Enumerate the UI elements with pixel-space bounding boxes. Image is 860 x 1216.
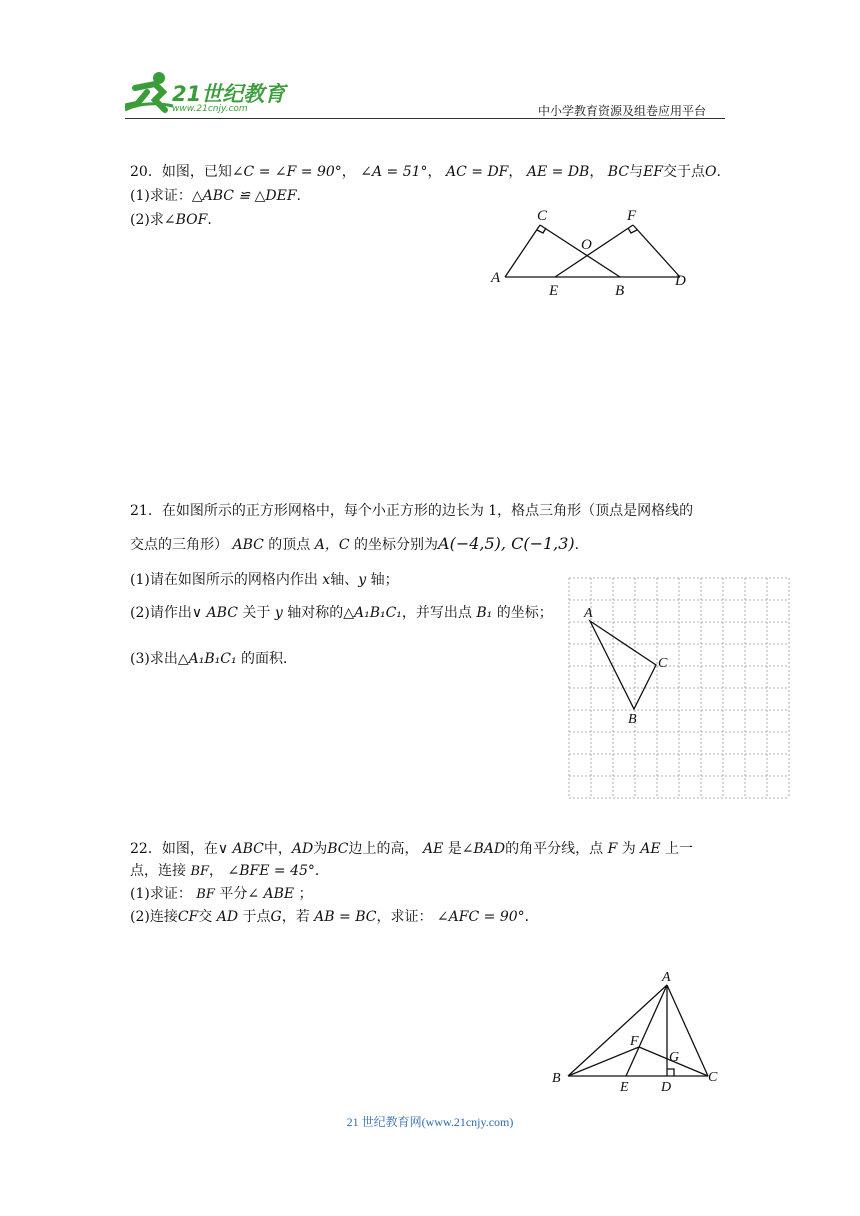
q21-part1-mid: 轴、 bbox=[330, 572, 359, 588]
q22-part2-g: ，若 bbox=[281, 909, 310, 925]
q21-part2-h: B₁ bbox=[476, 605, 493, 621]
q22-part1-a: (1)求证： bbox=[130, 886, 192, 902]
q20-number: 20． bbox=[130, 164, 162, 180]
q20-part2-expr: ∠BOF bbox=[163, 212, 208, 228]
logo-runner-icon bbox=[125, 70, 175, 114]
site-tagline: 中小学教育资源及组卷应用平台 bbox=[538, 104, 707, 118]
q20-point-o: O bbox=[705, 164, 717, 180]
q21-part3 bbox=[130, 650, 297, 668]
q20-figure bbox=[485, 200, 705, 300]
q20-seg-bc: BC bbox=[607, 164, 630, 180]
q22-part2-i: ，求证： bbox=[376, 909, 433, 925]
q22-line1-m: 为 bbox=[621, 841, 636, 857]
q22-part1-bf: BF bbox=[196, 887, 215, 902]
q21-line1: 21．在如图所示的正方形网格中，每个小正方形的边长为 1，格点三角形（顶点是网格线的 bbox=[130, 503, 694, 519]
q21-part2-b: ∨ ABC bbox=[191, 605, 238, 621]
q20-cond-angles: ∠C = ∠F = 90° bbox=[231, 164, 342, 180]
q20-and: 与 bbox=[629, 164, 644, 180]
q22-angle-bad: ∠BAD bbox=[461, 841, 506, 857]
q20-line-cb bbox=[540, 225, 620, 277]
q20-label-b: B bbox=[615, 283, 625, 299]
q20-label-c: C bbox=[537, 208, 548, 224]
logo-text: 21世纪教育 bbox=[172, 82, 286, 106]
q22-label-c: C bbox=[708, 1070, 718, 1085]
q20-meet: 交于点 bbox=[663, 164, 705, 180]
q22-right-angle-d bbox=[667, 1069, 674, 1076]
q20-part1: (1)求证：△ABC ≌ △DEF. bbox=[130, 188, 301, 204]
q21-line2-a: 交点的三角形） bbox=[130, 537, 228, 553]
q21-part2-e: 轴对称的 bbox=[287, 605, 344, 621]
q20-label-d: D bbox=[675, 273, 686, 289]
q21-part1-end: 轴； bbox=[370, 572, 399, 588]
q22-label-e: E bbox=[620, 1080, 629, 1095]
q22-angle-bfe: ∠BFE = 45° bbox=[227, 863, 315, 879]
q21-line2-c: 的顶点 bbox=[268, 537, 311, 553]
q21-part1-text: (1)请在如图所示的网格内作出 bbox=[130, 572, 318, 588]
q22-line2 bbox=[130, 862, 329, 881]
q22-point-f: F bbox=[607, 841, 618, 857]
q22-triangle: ∨ ABC bbox=[217, 841, 264, 857]
q22-line1-a: 22．如图，在 bbox=[130, 841, 218, 857]
q22-line-ae bbox=[626, 985, 667, 1076]
q22-ab-bc: AB = BC bbox=[314, 909, 377, 925]
q21-part1-y: y bbox=[358, 572, 367, 588]
q21-coords: A(−4,5), C(−1,3) bbox=[438, 534, 575, 553]
q22-line1-i: 是 bbox=[447, 841, 462, 857]
q22-label-d: D bbox=[661, 1080, 672, 1095]
q20-label-a: A bbox=[491, 270, 501, 286]
q22-bc: BC bbox=[327, 841, 349, 857]
q21-line2: 交点的三角形） ABC 的顶点 A，C 的坐标分别为A(−4,5), C(−1,3). bbox=[130, 534, 580, 553]
q21-part3-c: 的面积． bbox=[241, 651, 298, 667]
q20-part2-prefix: (2)求 bbox=[130, 212, 164, 228]
q22-line1-g: 边上的高， bbox=[348, 841, 419, 857]
q22-part2-a: (2)连接 bbox=[130, 909, 178, 925]
q20-part1-prefix: (1)求证： bbox=[130, 188, 192, 204]
q21-part3-b: △A₁B₁C₁ bbox=[177, 651, 237, 667]
q20-part2: (2)求∠BOF. bbox=[130, 212, 212, 228]
q22-line1 bbox=[130, 840, 693, 858]
q22-label-f: F bbox=[630, 1034, 639, 1049]
q21-part2-i: 的坐标； bbox=[496, 605, 553, 621]
q20-line-fd bbox=[633, 225, 680, 277]
q21-part2 bbox=[130, 604, 553, 622]
q22-label-b: B bbox=[552, 1071, 561, 1086]
q20-cond-angle-a: ∠A = 51° bbox=[360, 164, 428, 180]
logo-url-text: www.21cnjy.com bbox=[172, 104, 248, 114]
q21-label-a: A bbox=[584, 606, 593, 621]
header-divider bbox=[125, 118, 725, 119]
q22-part2-c: 交 bbox=[198, 909, 213, 925]
q20-label-f: F bbox=[627, 208, 637, 224]
q21-part2-c: 关于 bbox=[242, 605, 271, 621]
q20-label-o: O bbox=[581, 237, 592, 253]
q22-part2 bbox=[130, 908, 539, 926]
q22-line2-e: ． bbox=[314, 863, 329, 879]
q21-triangle-name: ABC bbox=[232, 537, 264, 553]
q21-label-b: B bbox=[628, 712, 637, 727]
q22-bf: BF bbox=[190, 864, 210, 879]
q22-label-g: G bbox=[669, 1050, 680, 1065]
q21-part3-a: (3)求出 bbox=[130, 651, 178, 667]
q21-label-c: C bbox=[658, 656, 668, 671]
q21-part1-x: x bbox=[322, 572, 331, 588]
q22-line1-e: 为 bbox=[313, 841, 328, 857]
q22-part2-ad: AD bbox=[216, 909, 239, 925]
q21-grid bbox=[569, 578, 789, 798]
q21-triangle-abc bbox=[590, 621, 656, 709]
q21-part2-g: ，并写出点 bbox=[401, 605, 472, 621]
q22-line1-c: 中， bbox=[263, 841, 292, 857]
footer-text: 21 世纪教育网(www.21cnjy.com) bbox=[346, 1115, 514, 1129]
q22-label-a: A bbox=[662, 970, 671, 985]
q21-line2-e: 的坐标分别为 bbox=[354, 537, 439, 553]
q22-ae: AE bbox=[422, 841, 444, 857]
q21-vertices: A，C bbox=[314, 537, 350, 553]
q20-cond-ac-df: AC = DF bbox=[446, 164, 509, 180]
q22-part1-angle: ∠ ABE bbox=[247, 886, 295, 902]
q20-intro: 如图，已知 bbox=[161, 164, 232, 180]
q21-grid-figure bbox=[568, 577, 790, 799]
q21-part2-f: △A₁B₁C₁ bbox=[343, 605, 402, 621]
q22-part1-c: 平分 bbox=[219, 886, 248, 902]
q22-angle-afc: ∠AFC = 90° bbox=[436, 909, 525, 925]
q22-ae-2: AE bbox=[640, 841, 661, 857]
q22-line2-c: ， bbox=[209, 863, 224, 879]
q20-line-ac bbox=[505, 225, 540, 277]
q20-part1-expr: △ABC ≌ △DEF bbox=[191, 188, 297, 204]
q22-line1-k: 的角平分线，点 bbox=[505, 841, 604, 857]
header bbox=[0, 0, 860, 125]
q21-part2-a: (2)请作出 bbox=[130, 605, 192, 621]
q22-part2-k: ． bbox=[524, 909, 539, 925]
q22-ad: AD bbox=[291, 841, 314, 857]
q22-cf: CF bbox=[177, 909, 199, 925]
q22-figure bbox=[548, 965, 728, 1095]
q22-part1 bbox=[130, 885, 313, 904]
q21-part1 bbox=[130, 571, 399, 589]
q20-label-e: E bbox=[549, 283, 559, 299]
q21-part2-d: y bbox=[274, 605, 283, 621]
q22-part2-e: 于点 bbox=[242, 909, 271, 925]
q22-part1-e: ； bbox=[298, 886, 313, 902]
q20-line-ef bbox=[555, 225, 633, 277]
q20-line1: 20．如图，已知∠C = ∠F = 90°， ∠A = 51°， AC = DF， AE = DB， BC与EF交于点O. bbox=[130, 164, 721, 180]
q20-cond-ae-db: AE = DB bbox=[526, 164, 590, 180]
q22-line-ab bbox=[568, 985, 667, 1076]
q22-point-g: G bbox=[270, 909, 282, 925]
q22-line2-a: 点，连接 bbox=[130, 863, 186, 879]
q20-seg-ef: EF bbox=[643, 164, 663, 180]
q22-line1-o: 上一 bbox=[665, 841, 693, 857]
